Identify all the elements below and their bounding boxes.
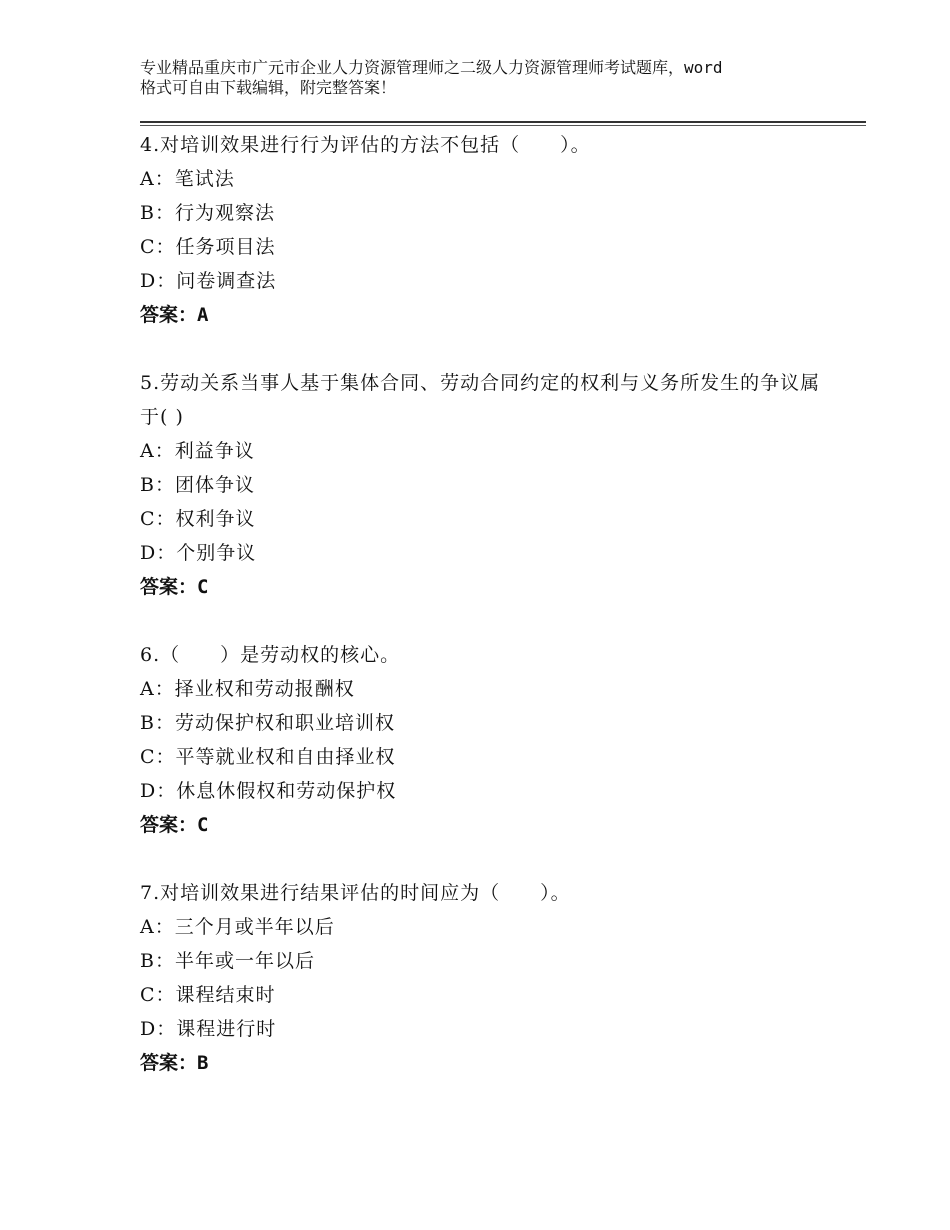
option-b: B：团体争议 [140,474,255,496]
option-c: C：课程结束时 [140,984,276,1006]
question-6 [140,638,840,842]
question-text: 4.对培训效果进行行为评估的方法不包括（ ）。 [140,134,591,156]
option-d: D：个别争议 [140,542,257,564]
option-d: D：课程进行时 [140,1018,277,1040]
option-a: A：择业权和劳动报酬权 [140,678,355,700]
header-line-1: 专业精品重庆市广元市企业人力资源管理师之二级人力资源管理师考试题库，word [140,58,723,77]
question-5 [140,366,840,604]
option-c: C：任务项目法 [140,236,276,258]
answer-label: 答案：C [140,576,209,598]
question-text: 7.对培训效果进行结果评估的时间应为（ ）。 [140,882,571,904]
answer-label: 答案：C [140,814,209,836]
question-7 [140,876,840,1080]
option-b: B：劳动保护权和职业培训权 [140,712,395,734]
question-text: 5.劳动关系当事人基于集体合同、劳动合同约定的权利与义务所发生的争议属于( ) [140,372,821,428]
option-a: A：笔试法 [140,168,235,190]
question-list [140,128,840,1114]
document-header [140,58,840,98]
question-text: 6.（ ）是劳动权的核心。 [140,644,401,666]
header-divider-thick [140,121,866,123]
option-c: C：平等就业权和自由择业权 [140,746,396,768]
answer-label: 答案：B [140,1052,209,1074]
answer-label: 答案：A [140,304,209,326]
header-line-2: 格式可自由下载编辑，附完整答案！ [140,78,397,97]
option-a: A：三个月或半年以后 [140,916,335,938]
option-b: B：行为观察法 [140,202,275,224]
option-d: D：问卷调查法 [140,270,277,292]
option-d: D：休息休假权和劳动保护权 [140,780,397,802]
option-b: B：半年或一年以后 [140,950,315,972]
header-divider-thin [140,125,866,126]
question-4 [140,128,840,332]
option-c: C：权利争议 [140,508,256,530]
option-a: A：利益争议 [140,440,255,462]
